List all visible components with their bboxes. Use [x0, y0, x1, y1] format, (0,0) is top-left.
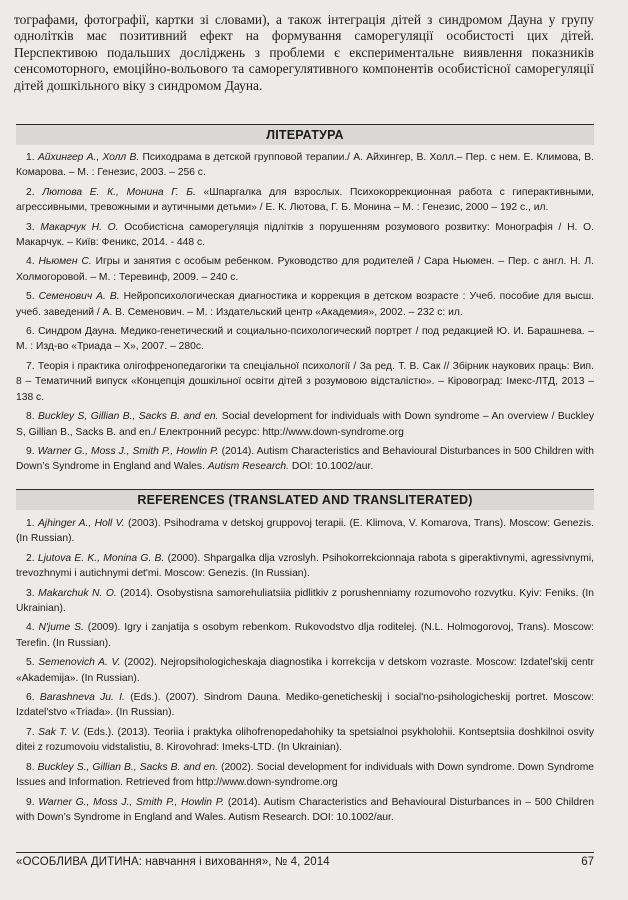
ref-number: 6.	[26, 326, 35, 338]
ref-text: (2002). Social development for individuals with Down syndrome. Down Syndrome Issues and Information. Retrieved from http://www.down-syndrome.org	[16, 761, 595, 789]
ref-text: Синдром Дауна. Медико-генетический и социально-психологический портрет / под редакцией Ю. И. Барашнева. – М. : Изд-во «Триада – Х», 2007. – 280с.	[16, 326, 594, 353]
references-heading: REFERENCES (TRANSLATED AND TRANSLITERATED)	[16, 489, 594, 510]
ref-number: 7.	[26, 360, 35, 372]
ref-text: (2002). Nejropsihologicheskaja diagnostika i korrekcija v detskom vozraste. Moscow: Izdatel'skij centr «Akademija». (In Russian).	[16, 657, 594, 684]
ref-text: (2014). Autism Characteristics and Behavioural Disturbances in – 500 Children with Down’s Syndrome in England and Wales. Autism Research. DOI: 10.1002/aur.	[16, 796, 594, 823]
ref-authors: Лютова Е. К., Монина Г. Б.	[42, 186, 196, 198]
ref-authors: Ньюмен С.	[38, 256, 92, 268]
literature-item	[16, 220, 594, 251]
ref-number: 5.	[26, 657, 35, 669]
literature-list	[16, 150, 594, 479]
literature-item	[16, 359, 594, 405]
ref-number: 3.	[26, 221, 35, 233]
ref-number: 4.	[26, 256, 35, 268]
ref-number: 8.	[26, 761, 35, 773]
ref-authors: Barashneva Ju. I.	[39, 692, 125, 704]
ref-number: 4.	[26, 622, 35, 634]
ref-number: 3.	[26, 587, 35, 599]
ref-authors: Макарчук Н. О.	[40, 221, 119, 233]
ref-text: Психодрама в детской групповой терапии./ А. Айхингер, В. Холл.– Пер. с нем. Е. Климова, В. Комарова. – М. : Генезис, 2003. – 256 с.	[16, 152, 594, 179]
literature-item	[16, 150, 594, 181]
ref-authors: Ajhinger A., Holl V.	[37, 518, 125, 529]
ref-number: 2.	[26, 186, 35, 198]
ref-text: (Eds.). (2013). Teoriia i praktyka olihofrenopedahohiky ta spetsialnoi psykholohii. Kontseptsiia doshkilnoi osvity ditei z rozumovoiu vidstalistiu, 8. Kirovohrad: Imeks-LTD. (In Ukrainian).	[16, 726, 594, 754]
ref-authors: N'jume S.	[38, 622, 84, 634]
ref-authors: Buckley S, Gillian B., Sacks B. and en.	[38, 411, 219, 423]
references-item	[16, 516, 594, 547]
ref-number: 6.	[26, 692, 35, 704]
literature-item	[16, 409, 594, 440]
references-item	[16, 586, 594, 617]
ref-text: Нейропсихологическая диагностика и коррекция в детском возрасте : Учеб. пособие для высш. учеб. заведений / А. В. Семенович. – М. : Издательский центр «Академия», 2002. – 232 с: ил.	[16, 291, 594, 318]
ref-number: 1.	[26, 152, 35, 163]
ref-number: 5.	[26, 291, 35, 303]
literature-item	[16, 444, 594, 475]
ref-text: Теорія і практика олігофренопедагогіки та спеціальної психології / За ред. Т. В. Сак // Збірник наукових праць: Вип. 8 – Тематичний випуск «Концепція дошкільної освіти дітей з розумовою відсталістю». – Кіровоград: Імекс-ЛТД, 2013 – 138 с.	[16, 360, 594, 403]
ref-number: 2.	[26, 552, 35, 564]
literature-item	[16, 254, 594, 285]
ref-authors: Warner G., Moss J., Smith P., Howlin P.	[38, 796, 225, 808]
ref-authors: Ljutova E. K., Monina G. B.	[37, 552, 165, 564]
ref-number: 7.	[26, 726, 35, 738]
ref-authors: Buckley S., Gillian B., Sacks B. and en.	[37, 761, 218, 773]
footer-divider	[16, 852, 594, 853]
references-item	[16, 795, 594, 826]
ref-text: (2009). Igry i zanjatija s osobym rebenkom. Rukovodstvo dlja roditelej. (N.L. Holmogorovoj, Trans). Moscow: Terefin. (In Russian).	[16, 622, 594, 649]
literature-item	[16, 324, 594, 355]
ref-text: Особистісна саморегуляція підлітків з порушенням розумового розвитку: Монографія / Н. О. Макарчук. – Київ: Феникс, 2014. - 448 с.	[16, 221, 594, 249]
references-item	[16, 725, 594, 756]
ref-number: 9.	[26, 796, 35, 808]
ref-journal: Autism Research.	[207, 461, 290, 473]
ref-text: Social development for individuals with Down syndrome – An overview / Buckley S, Gillian B., Sacks B. and en./ Електронний ресурс: http://www.down-syndrome.org	[16, 411, 594, 438]
ref-number: 9.	[26, 445, 35, 457]
footer-journal-title: «ОСОБЛИВА ДИТИНА: навчання і виховання», № 4, 2014	[16, 856, 330, 868]
ref-text: Игры и занятия с особым ребенком. Руководство для родителей / Сара Ньюмен. – Пер. с англ. Н. Л. Холмогоровой. – М. : Теревинф, 2009. – 240 с.	[16, 256, 594, 283]
ref-text: (Eds.). (2007). Sindrom Dauna. Mediko-geneticheskij i social'no-psihologicheskij portret. Moscow: Izdatel'stvo «Triada». (In Russian).	[16, 692, 594, 719]
ref-number: 8.	[26, 411, 35, 423]
literature-heading: ЛІТЕРАТУРА	[16, 124, 594, 145]
intro-paragraph: тографами, фотографії, картки зі словами), а також інтеграція дітей з синдромом Дауна у групу однолітків має позитивний ефект на формування саморегуляції особистості цих дітей. Перспективою подальших досліджень з проблеми є експериментальне виявлення показників сенсомоторного, емоційно-вольового та саморегулятивного компонентів особистісної саморегуляції дітей дошкільного віку з синдромом Дауна.	[14, 12, 594, 93]
ref-text: (2000). Shpargalka dlja vzroslyh. Psihokorrekcionnaja rabota s giperaktivnymi, agressivnymi, trevozhnymi i autichnymi det'mi. Moscow: Genezis. (In Russian).	[16, 552, 594, 580]
references-item	[16, 655, 594, 686]
ref-authors: Sak T. V.	[38, 726, 81, 738]
ref-tail: DOI: 10.1002/aur.	[291, 461, 374, 473]
ref-authors: Makarchuk N. O.	[38, 587, 117, 599]
ref-authors: Semenovich A. V.	[38, 657, 121, 669]
references-item	[16, 690, 594, 721]
ref-authors: Warner G., Moss J., Smith P., Howlin P.	[37, 445, 219, 457]
ref-text: (2003). Psihodrama v detskoj gruppovoj terapii. (E. Klimova, V. Komarova, Trans). Moscow: Genezis. (In Russian).	[16, 518, 594, 545]
footer-page-number: 67	[581, 856, 594, 868]
ref-number: 1.	[26, 518, 35, 529]
ref-authors: Семенович А. В.	[38, 291, 120, 303]
ref-authors: Айхингер А., Холл В.	[37, 152, 140, 163]
references-item	[16, 760, 594, 791]
literature-item	[16, 185, 594, 216]
ref-text: (2014). Osobystisna samorehuliatsiia pidlitkiv z porushenniamy rozumovoho rozvytku. Kyiv: Feniks. (In Ukrainian).	[16, 587, 594, 615]
references-item	[16, 551, 594, 582]
references-item	[16, 620, 594, 651]
references-list	[16, 516, 594, 829]
ref-text: (2014). Autism Characteristics and Behavioural Disturbances in 500 Children with Down’s Syndrome in England and Wales.	[16, 445, 594, 473]
ref-text: «Шпаргалка для взрослых. Психокоррекционная работа с гиперактивными, агрессивными, тревожными и аутичными детьми» / Е. К. Лютова, Г. Б. Монина – М. : Генезис, 2000 – 192 с., ил.	[16, 186, 594, 214]
literature-item	[16, 289, 594, 320]
